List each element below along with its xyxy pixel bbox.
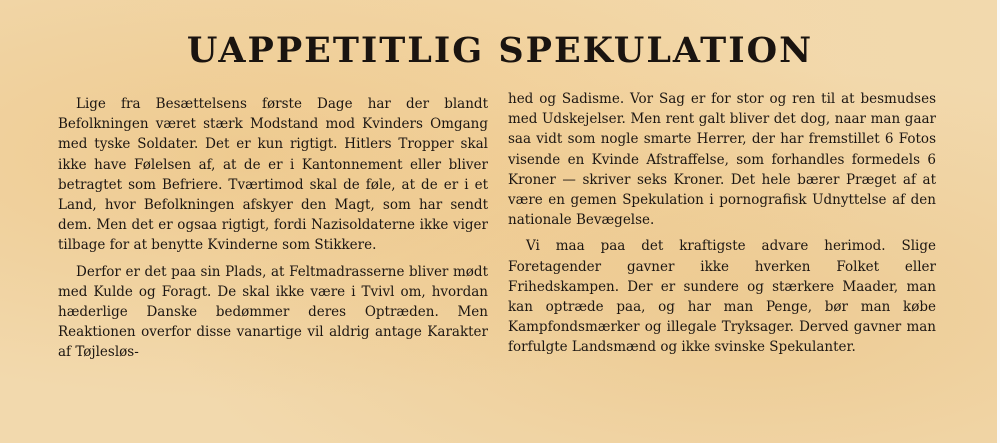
article-headline: UAPPETITLIG SPEKULATION	[186, 30, 814, 71]
paragraph-1: Lige fra Besættelsens første Dage har der blandt Befolkningen været stærk Modstand mod Kvinders Omgang med tyske Soldater. Det er kun rigtigt. Hitlers Tropper skal ikke have Følelsen af, at de er i Kantonnement eller bliver betragtet som Befriere. Tværtimod skal de føle, at de er i et Land, hvor Befolkningen afskyer den Magt, som har sendt dem. Men det er ogsaa rigtigt, fordi Nazisoldaterne ikke viger tilbage for at benytte Kvinderne som Stikkere.	[58, 96, 488, 254]
article-column-left	[58, 94, 488, 369]
paragraph-3: Vi maa paa det kraftigste advare herimod. Slige Foretagender gavner ikke hverken Folket eller Frihedskampen. Der er sundere og stærkere Maader, man kan optræde paa, og har man Penge, bør man købe Kampfondsmærker og illegale Tryksager. Derved gavner man forfulgte Landsmænd og ikke svinske Spekulanter.	[508, 238, 936, 356]
paragraph-2-continued: hed og Sadisme. Vor Sag er for stor og ren til at besmudses med Udskejelser. Men rent galt bliver det dog, naar man gaar saa vidt som nogle smarte Herrer, der har fremstillet 6 Fotos visende en Kvinde Afstraffelse, som forhandles formedels 6 Kroner — skriver seks Kroner. Det hele bærer Præget af at være en gemen Spekulation i pornografisk Udnyttelse af den nationale Bevægelse.	[508, 91, 936, 229]
article-column-right	[508, 89, 936, 364]
paragraph-2: Derfor er det paa sin Plads, at Feltmadrasserne bliver mødt med Kulde og Foragt. De skal ikke være i Tvivl om, hvordan hæderlige Danske bedømmer deres Optræden. Men Reaktionen overfor disse vanartige vil aldrig antage Karakter af Tøjlesløs-	[58, 263, 488, 361]
